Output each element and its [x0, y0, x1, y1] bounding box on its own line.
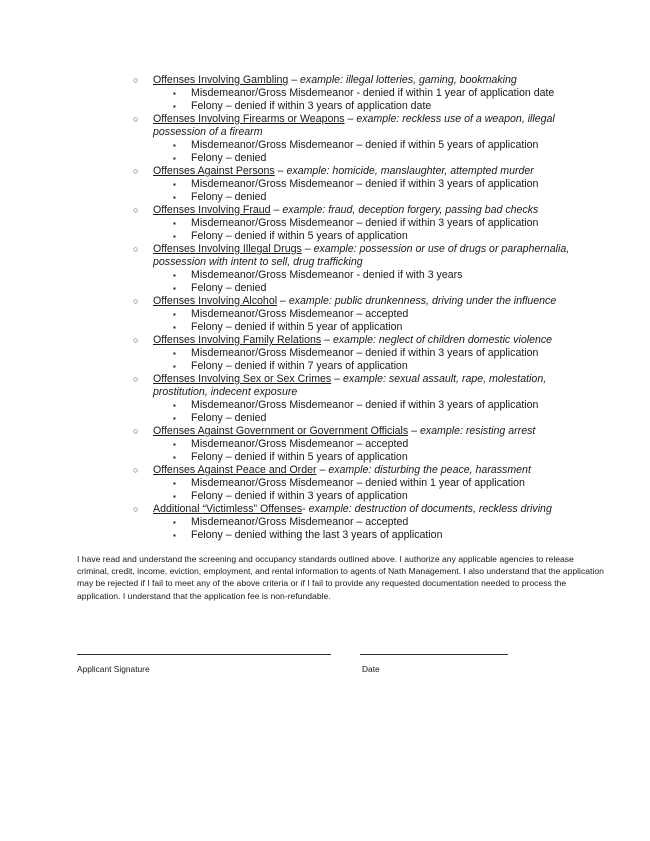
date-line[interactable] — [360, 654, 508, 655]
square-bullet-icon: ▪ — [173, 89, 176, 98]
category-example: example: destruction of documents, reckless driving — [308, 503, 552, 515]
category-separator: – — [270, 204, 283, 216]
circle-bullet-icon: ○ — [133, 335, 139, 345]
category-title: Offenses Involving Sex or Sex Crimes — [153, 373, 332, 385]
rule-text: Misdemeanor/Gross Misdemeanor – denied if within 3 years of application — [191, 347, 539, 359]
rule-text: Felony – denied if within 5 years of application — [191, 451, 408, 463]
category-example: example: fraud, deception forgery, passing bad checks — [282, 204, 539, 216]
category-example: example: public drunkenness, driving under the influence — [288, 295, 557, 307]
category-separator: – — [408, 425, 420, 437]
rule-text: Felony – denied — [191, 282, 267, 294]
offense-rule — [133, 282, 573, 295]
circle-bullet-icon: ○ — [133, 504, 139, 514]
acknowledgement-paragraph: I have read and understand the screening and occupancy standards outlined above. I authorize any applicable agencies to release criminal, credit, income, eviction, employment, and rental information to agents of Nath Management. I also understand that the application may be rejected if I fail to meet any of the above criteria or if I fail to provide any requested documentation needed to process the application. I understand that the application fee is non-refundable. — [77, 554, 604, 601]
rule-text: Misdemeanor/Gross Misdemeanor – accepted — [191, 308, 409, 320]
rule-text: Misdemeanor/Gross Misdemeanor – accepted — [191, 516, 409, 528]
offense-category — [133, 204, 573, 217]
category-separator: – — [344, 113, 357, 125]
square-bullet-icon: ▪ — [173, 453, 176, 462]
square-bullet-icon: ▪ — [173, 193, 176, 202]
category-example: example: neglect of children domestic violence — [332, 334, 553, 346]
offense-category — [133, 295, 573, 308]
rule-text: Felony – denied if within 3 years of application — [191, 490, 408, 502]
circle-bullet-icon: ○ — [133, 205, 139, 215]
offense-rule — [133, 87, 573, 100]
category-example: example: illegal lotteries, gaming, bookmaking — [300, 74, 517, 86]
category-separator: – — [288, 74, 301, 86]
square-bullet-icon: ▪ — [173, 414, 176, 423]
category-separator: – — [277, 295, 289, 307]
category-separator: - — [302, 503, 309, 515]
offense-rule — [133, 269, 573, 282]
category-example: example: reckless use of a weapon, illegal possession of a firearm — [153, 113, 555, 138]
rule-text: Misdemeanor/Gross Misdemeanor – denied if within 3 years of application — [191, 178, 539, 190]
offense-rule — [133, 217, 573, 230]
category-example: example: possession or use of drugs or paraphernalia, possession with intent to sell, drug trafficking — [153, 243, 570, 268]
square-bullet-icon: ▪ — [173, 440, 176, 449]
offense-rule — [133, 321, 573, 334]
circle-bullet-icon: ○ — [133, 114, 139, 124]
category-example: example: disturbing the peace, harassment — [328, 464, 531, 476]
applicant-signature-line[interactable] — [77, 654, 331, 655]
square-bullet-icon: ▪ — [173, 141, 176, 150]
category-title: Offenses Involving Alcohol — [153, 295, 278, 307]
rule-text: Felony – denied if within 3 years of application date — [191, 100, 432, 112]
offense-rule — [133, 230, 573, 243]
rule-text: Felony – denied if within 5 year of application — [191, 321, 403, 333]
square-bullet-icon: ▪ — [173, 180, 176, 189]
category-title: Offenses Involving Fraud — [153, 204, 271, 216]
square-bullet-icon: ▪ — [173, 271, 176, 280]
circle-bullet-icon: ○ — [133, 244, 139, 254]
offense-category — [133, 113, 573, 139]
rule-text: Felony – denied — [191, 152, 267, 164]
offense-rule — [133, 438, 573, 451]
offense-rule — [133, 451, 573, 464]
offense-rule — [133, 529, 573, 542]
offense-category — [133, 165, 573, 178]
category-title: Offenses Involving Family Relations — [153, 334, 322, 346]
rule-text: Felony – denied — [191, 412, 267, 424]
circle-bullet-icon: ○ — [133, 465, 139, 475]
square-bullet-icon: ▪ — [173, 323, 176, 332]
square-bullet-icon: ▪ — [173, 154, 176, 163]
offense-rule — [133, 139, 573, 152]
category-title: Offenses Against Peace and Order — [153, 464, 317, 476]
category-example: example: homicide, manslaughter, attempted murder — [286, 165, 534, 177]
square-bullet-icon: ▪ — [173, 232, 176, 241]
square-bullet-icon: ▪ — [173, 310, 176, 319]
rule-text: Felony – denied withing the last 3 years of application — [191, 529, 443, 541]
square-bullet-icon: ▪ — [173, 362, 176, 371]
category-example: example: resisting arrest — [419, 425, 536, 437]
offense-rule — [133, 152, 573, 165]
offense-rule — [133, 399, 573, 412]
category-title: Offenses Involving Firearms or Weapons — [153, 113, 345, 125]
offense-rule — [133, 490, 573, 503]
offense-category — [133, 243, 573, 269]
offense-rule — [133, 178, 573, 191]
category-title: Offenses Involving Illegal Drugs — [153, 243, 302, 255]
offense-category — [133, 74, 573, 87]
square-bullet-icon: ▪ — [173, 349, 176, 358]
category-separator: – — [301, 243, 314, 255]
square-bullet-icon: ▪ — [173, 492, 176, 501]
category-separator: – — [331, 373, 343, 385]
square-bullet-icon: ▪ — [173, 518, 176, 527]
offense-rule — [133, 347, 573, 360]
rule-text: Misdemeanor/Gross Misdemeanor – denied if within 3 years of application — [191, 399, 539, 411]
rule-text: Misdemeanor/Gross Misdemeanor – denied if within 3 years of application — [191, 217, 539, 229]
offense-category — [133, 334, 573, 347]
circle-bullet-icon: ○ — [133, 374, 139, 384]
rule-text: Misdemeanor/Gross Misdemeanor – denied within 1 year of application — [191, 477, 525, 489]
offense-rule — [133, 191, 573, 204]
category-title: Offenses Involving Gambling — [153, 74, 289, 86]
offense-category — [133, 373, 573, 399]
rule-text: Misdemeanor/Gross Misdemeanor – accepted — [191, 438, 409, 450]
square-bullet-icon: ▪ — [173, 401, 176, 410]
rule-text: Felony – denied if within 7 years of application — [191, 360, 408, 372]
square-bullet-icon: ▪ — [173, 479, 176, 488]
circle-bullet-icon: ○ — [133, 426, 139, 436]
date-label: Date — [362, 664, 380, 674]
offense-rule — [133, 516, 573, 529]
category-example: example: sexual assault, rape, molestation, prostitution, indecent exposure — [153, 373, 547, 398]
circle-bullet-icon: ○ — [133, 296, 139, 306]
offense-rule — [133, 477, 573, 490]
category-title: Offenses Against Government or Government Officials — [153, 425, 409, 437]
category-separator: – — [316, 464, 329, 476]
offense-category — [133, 503, 573, 516]
square-bullet-icon: ▪ — [173, 531, 176, 540]
rule-text: Misdemeanor/Gross Misdemeanor - denied if with 3 years — [191, 269, 463, 281]
rule-text: Misdemeanor/Gross Misdemeanor – denied if within 5 years of application — [191, 139, 539, 151]
category-separator: – — [321, 334, 333, 346]
circle-bullet-icon: ○ — [133, 166, 139, 176]
offense-rule — [133, 100, 573, 113]
square-bullet-icon: ▪ — [173, 102, 176, 111]
circle-bullet-icon: ○ — [133, 75, 139, 85]
category-separator: – — [274, 165, 287, 177]
rule-text: Felony – denied — [191, 191, 267, 203]
offense-rule — [133, 412, 573, 425]
offense-category — [133, 464, 573, 477]
offense-rule — [133, 308, 573, 321]
square-bullet-icon: ▪ — [173, 284, 176, 293]
offense-category-list — [133, 74, 573, 542]
applicant-signature-label: Applicant Signature — [77, 664, 150, 674]
category-title: Offenses Against Persons — [153, 165, 275, 177]
offense-category — [133, 425, 573, 438]
square-bullet-icon: ▪ — [173, 219, 176, 228]
rule-text: Misdemeanor/Gross Misdemeanor - denied if within 1 year of application date — [191, 87, 555, 99]
offense-rule — [133, 360, 573, 373]
rule-text: Felony – denied if within 5 years of application — [191, 230, 408, 242]
category-title: Additional “Victimless” Offenses — [153, 503, 303, 515]
